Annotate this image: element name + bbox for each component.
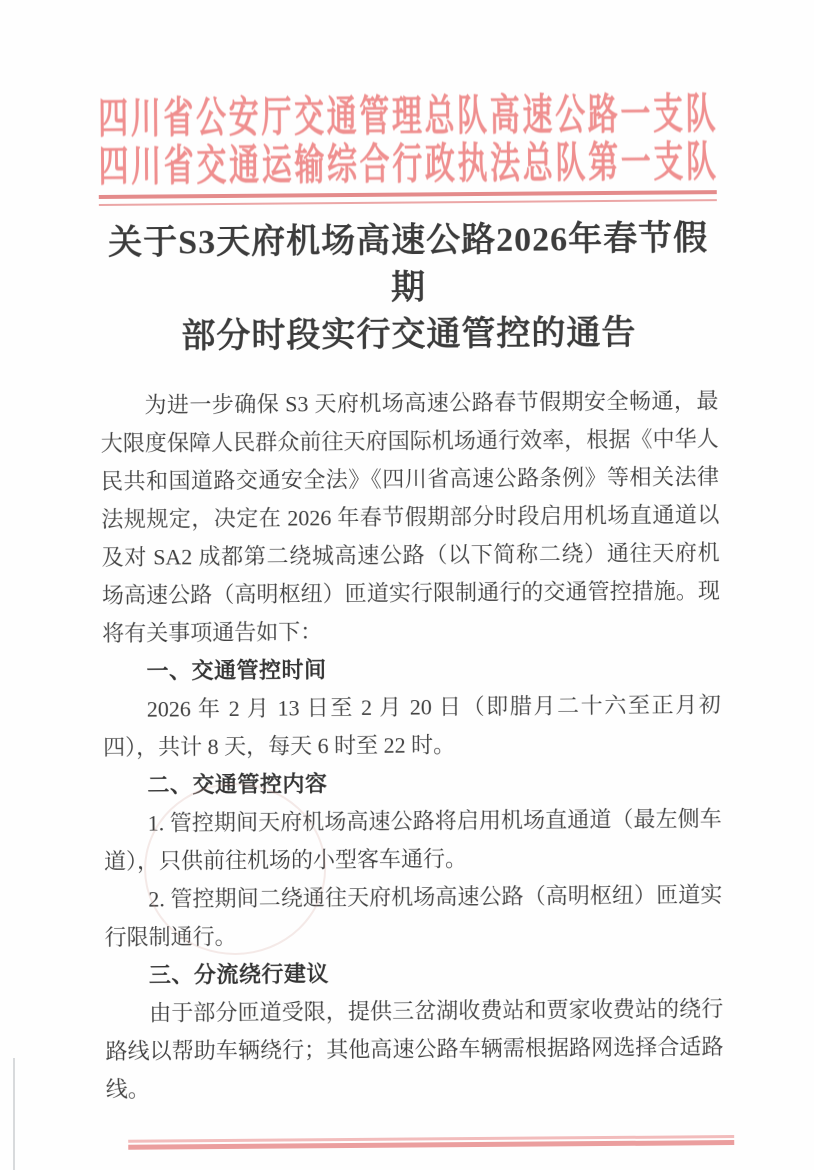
section-heading: 一、交通管控时间 [146,657,327,684]
letterhead-line-1: 四川省公安厅交通管理总队高速公路一支队 [97,91,717,143]
footer-rule [128,1135,734,1150]
body-paragraph: 由于部分匝道受限，提供三岔湖收费站和贾家收费站的绕行路线以帮助车辆绕行；其他高速公路车辆需根据路网选择合适路线。 [105,996,724,1102]
title-line-2: 部分时段实行交通管控的通告 [181,314,637,356]
section-heading: 二、交通管控内容 [147,771,328,798]
section-heading: 三、分流绕行建议 [148,961,330,988]
body-paragraph: 1. 管控期间天府机场高速公路将启用机场直通道（最左侧车道），只供前往机场的小型客车通行。 [103,806,722,874]
scan-edge-artifact [13,1058,15,1170]
letterhead [98,91,717,192]
body-paragraph: 为进一步确保 S3 天府机场高速公路春节假期安全畅通，最大限度保障人民群众前往天府国际机场通行效率，根据《中华人民共和国道路交通安全法》《四川省高速公路条例》等相关法律法规规定，决定在 2026 年春节假期部分时段启用机场直通道以及对 SA2 成都第二绕城高速公路（以下简称二绕）通往天府机场高速公路（高明枢纽）匝道实行限制通行的交通管控措施。现将有关事项通告如下： [100,388,721,646]
letterhead-line-2: 四川省交通运输综合行政执法总队第一支队 [98,139,717,191]
document-body [100,382,724,1109]
body-paragraph: 2026 年 2 月 13 日至 2 月 20 日（即腊月二十六至正月初四），共计 8 天，每天 6 时至 22 时。 [103,692,721,760]
body-paragraph: 2. 管控期间二绕通往天府机场高速公路（高明枢纽）匝道实行限制通行。 [104,882,723,950]
title-line-1: 关于S3天府机场高速公路2026年春节假期 [108,220,709,307]
scan-content [98,91,724,1150]
document-title [99,215,718,361]
